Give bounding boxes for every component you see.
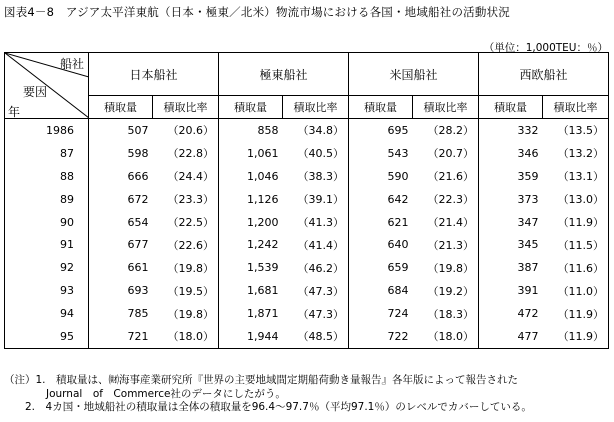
volume-cell: 472 bbox=[479, 302, 543, 325]
volume-cell: 477 bbox=[479, 325, 543, 348]
volume-cell: 346 bbox=[479, 142, 543, 165]
footnote-line: Journal of Commerce社のデータにしたがう。 bbox=[4, 387, 286, 400]
ratio-cell: （11.6） bbox=[543, 256, 609, 279]
volume-cell: 598 bbox=[89, 142, 153, 165]
volume-cell: 1,539 bbox=[219, 256, 283, 279]
ratio-cell: （41.3） bbox=[283, 211, 349, 234]
ratio-cell: （18.0） bbox=[413, 325, 479, 348]
ratio-cell: （21.3） bbox=[413, 233, 479, 256]
ratio-cell: （19.8） bbox=[413, 256, 479, 279]
footnote-line: （注）1. 積取量は、㈶海事産業研究所『世界の主要地域間定期船荷動き量報告』各年版によって報告された bbox=[4, 374, 519, 386]
subheader-ratio: 積取比率 bbox=[543, 96, 609, 119]
ratio-cell: （22.3） bbox=[413, 188, 479, 211]
ratio-cell: （20.6） bbox=[153, 119, 219, 142]
ratio-cell: （11.9） bbox=[543, 325, 609, 348]
subheader-volume: 積取量 bbox=[479, 96, 543, 119]
volume-cell: 693 bbox=[89, 279, 153, 302]
year-cell: 93 bbox=[5, 279, 89, 302]
volume-cell: 724 bbox=[349, 302, 413, 325]
volume-cell: 722 bbox=[349, 325, 413, 348]
volume-cell: 695 bbox=[349, 119, 413, 142]
volume-cell: 721 bbox=[89, 325, 153, 348]
table-row bbox=[5, 302, 609, 325]
ratio-cell: （34.8） bbox=[283, 119, 349, 142]
group-header-west-europe: 西欧船社 bbox=[479, 53, 609, 96]
year-cell: 1986 bbox=[5, 119, 89, 142]
volume-cell: 661 bbox=[89, 256, 153, 279]
group-header-us: 米国船社 bbox=[349, 53, 479, 96]
volume-cell: 642 bbox=[349, 188, 413, 211]
table-row bbox=[5, 233, 609, 256]
volume-cell: 359 bbox=[479, 165, 543, 188]
ratio-cell: （11.0） bbox=[543, 279, 609, 302]
ratio-cell: （19.5） bbox=[153, 279, 219, 302]
table-row bbox=[5, 256, 609, 279]
subheader-volume: 積取量 bbox=[219, 96, 283, 119]
table-row bbox=[5, 188, 609, 211]
volume-cell: 1,046 bbox=[219, 165, 283, 188]
ratio-cell: （41.4） bbox=[283, 233, 349, 256]
volume-cell: 332 bbox=[479, 119, 543, 142]
volume-cell: 621 bbox=[349, 211, 413, 234]
ratio-cell: （40.5） bbox=[283, 142, 349, 165]
table-row bbox=[5, 211, 609, 234]
footnotes bbox=[4, 374, 532, 415]
volume-cell: 1,061 bbox=[219, 142, 283, 165]
volume-cell: 373 bbox=[479, 188, 543, 211]
table-row bbox=[5, 325, 609, 348]
group-header-japan: 日本船社 bbox=[89, 53, 219, 96]
subheader-volume: 積取量 bbox=[349, 96, 413, 119]
activity-table bbox=[4, 52, 609, 349]
ratio-cell: （19.2） bbox=[413, 279, 479, 302]
table-row bbox=[5, 142, 609, 165]
volume-cell: 1,681 bbox=[219, 279, 283, 302]
ratio-cell: （28.2） bbox=[413, 119, 479, 142]
year-cell: 89 bbox=[5, 188, 89, 211]
footnote-line: 2. 4カ国・地域船社の積取量は全体の積取量を96.4～97.7％（平均97.1％）のレベルでカバーしている。 bbox=[4, 401, 532, 413]
ratio-cell: （11.5） bbox=[543, 233, 609, 256]
ratio-cell: （19.8） bbox=[153, 256, 219, 279]
ratio-cell: （20.7） bbox=[413, 142, 479, 165]
ratio-cell: （38.3） bbox=[283, 165, 349, 188]
subheader-ratio: 積取比率 bbox=[413, 96, 479, 119]
year-cell: 87 bbox=[5, 142, 89, 165]
volume-cell: 345 bbox=[479, 233, 543, 256]
ratio-cell: （18.3） bbox=[413, 302, 479, 325]
year-cell: 90 bbox=[5, 211, 89, 234]
year-cell: 91 bbox=[5, 233, 89, 256]
volume-cell: 666 bbox=[89, 165, 153, 188]
volume-cell: 387 bbox=[479, 256, 543, 279]
ratio-cell: （18.0） bbox=[153, 325, 219, 348]
volume-cell: 677 bbox=[89, 233, 153, 256]
ratio-cell: （11.9） bbox=[543, 211, 609, 234]
subheader-ratio: 積取比率 bbox=[153, 96, 219, 119]
ratio-cell: （22.6） bbox=[153, 233, 219, 256]
year-cell: 94 bbox=[5, 302, 89, 325]
ratio-cell: （23.3） bbox=[153, 188, 219, 211]
volume-cell: 1,126 bbox=[219, 188, 283, 211]
page-title: 図表4－8 アジア太平洋東航（日本・極東／北米）物流市場における各国・地域船社の活動状況 bbox=[4, 5, 510, 19]
volume-cell: 654 bbox=[89, 211, 153, 234]
table-row bbox=[5, 165, 609, 188]
corner-shipping-label: 船社 bbox=[59, 57, 84, 71]
corner-year-label: 年 bbox=[8, 105, 21, 119]
volume-cell: 507 bbox=[89, 119, 153, 142]
volume-cell: 543 bbox=[349, 142, 413, 165]
ratio-cell: （13.1） bbox=[543, 165, 609, 188]
table-row bbox=[5, 279, 609, 302]
volume-cell: 590 bbox=[349, 165, 413, 188]
ratio-cell: （46.2） bbox=[283, 256, 349, 279]
ratio-cell: （21.4） bbox=[413, 211, 479, 234]
volume-cell: 659 bbox=[349, 256, 413, 279]
ratio-cell: （13.0） bbox=[543, 188, 609, 211]
volume-cell: 672 bbox=[89, 188, 153, 211]
ratio-cell: （19.8） bbox=[153, 302, 219, 325]
ratio-cell: （11.9） bbox=[543, 302, 609, 325]
corner-factor-label: 要因 bbox=[23, 85, 48, 99]
ratio-cell: （21.6） bbox=[413, 165, 479, 188]
volume-cell: 1,871 bbox=[219, 302, 283, 325]
volume-cell: 785 bbox=[89, 302, 153, 325]
ratio-cell: （22.5） bbox=[153, 211, 219, 234]
group-header-far-east: 極東船社 bbox=[219, 53, 349, 96]
ratio-cell: （48.5） bbox=[283, 325, 349, 348]
unit-label: （単位：1,000TEU：％） bbox=[483, 42, 608, 54]
volume-cell: 1,242 bbox=[219, 233, 283, 256]
year-cell: 88 bbox=[5, 165, 89, 188]
ratio-cell: （47.3） bbox=[283, 279, 349, 302]
ratio-cell: （22.8） bbox=[153, 142, 219, 165]
volume-cell: 858 bbox=[219, 119, 283, 142]
volume-cell: 684 bbox=[349, 279, 413, 302]
ratio-cell: （13.2） bbox=[543, 142, 609, 165]
corner-header-cell bbox=[5, 53, 89, 119]
ratio-cell: （39.1） bbox=[283, 188, 349, 211]
subheader-volume: 積取量 bbox=[89, 96, 153, 119]
year-cell: 95 bbox=[5, 325, 89, 348]
volume-cell: 347 bbox=[479, 211, 543, 234]
volume-cell: 391 bbox=[479, 279, 543, 302]
volume-cell: 1,200 bbox=[219, 211, 283, 234]
ratio-cell: （24.4） bbox=[153, 165, 219, 188]
ratio-cell: （13.5） bbox=[543, 119, 609, 142]
ratio-cell: （47.3） bbox=[283, 302, 349, 325]
volume-cell: 640 bbox=[349, 233, 413, 256]
volume-cell: 1,944 bbox=[219, 325, 283, 348]
subheader-ratio: 積取比率 bbox=[283, 96, 349, 119]
year-cell: 92 bbox=[5, 256, 89, 279]
table-row bbox=[5, 119, 609, 142]
